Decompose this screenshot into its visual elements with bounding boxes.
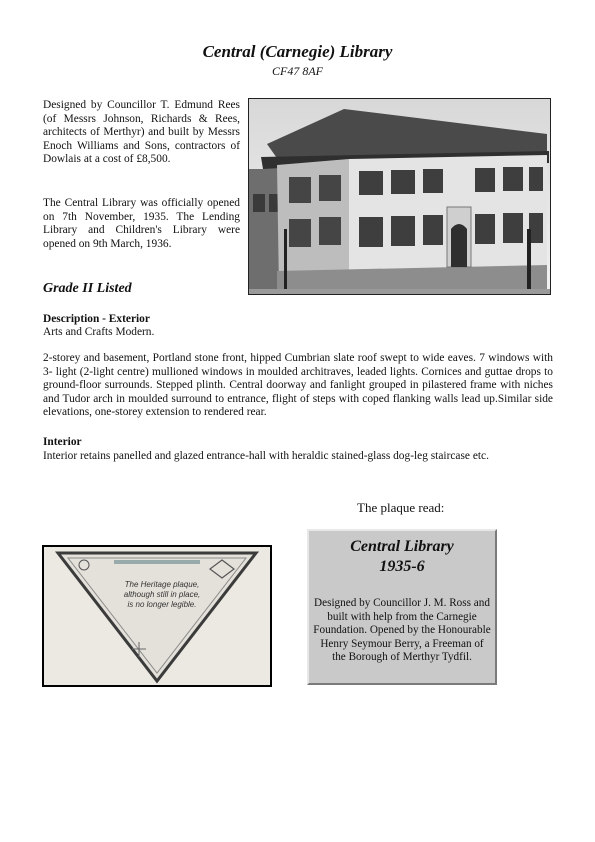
- plaque-transcription-box: [307, 529, 497, 685]
- plaque-text: Designed by Councillor J. M. Ross and built with help from the Carnegie Foundation. Opened by the Honourable Henry Seymour Berry, a Freeman of the Borough of Merthyr Tydfil.: [313, 597, 491, 664]
- architectural-style: Arts and Crafts Modern.: [43, 326, 155, 338]
- grade-heading: Grade II Listed: [43, 281, 132, 296]
- interior-heading: Interior: [43, 436, 82, 448]
- plaque-note-line-1: The Heritage plaque,: [124, 580, 200, 589]
- plaque-caption: The plaque read:: [357, 500, 445, 515]
- plaque-title-name: Central Library: [350, 538, 454, 555]
- page-title: Central (Carnegie) Library: [202, 42, 393, 61]
- exterior-description: 2-storey and basement, Portland stone front, hipped Cumbrian slate roof swept to wide eaves. 7 windows with 3- light (2-light centre) mullioned windows in moulded architraves, leaded lights. Cornices and guttae drops to ground-floor surrounds. Stepped plinth. Central doorway and fanlight grouped in pilastered frame with niches and Tudor arch in moulded surround to entrance, flight of steps with coped flanking walls lead up.Similar side elevations, one-storey extension to rendered rear.: [43, 352, 553, 419]
- plaque-title: [309, 537, 495, 577]
- plaque-note-line-3: is no longer legible.: [127, 600, 197, 609]
- postcode: CF47 8AF: [272, 64, 323, 78]
- intro-paragraph-designer: Designed by Councillor T. Edmund Rees (of Messrs Johnson, Richards & Rees, architects of Merthyr) and built by Messrs Enoch Williams and Sons, contractors of Dowlais at a cost of £8,500.: [43, 99, 240, 166]
- library-building-photo: [248, 98, 551, 295]
- interior-description: Interior retains panelled and glazed entrance-hall with heraldic stained-glass dog-leg staircase etc.: [43, 450, 489, 462]
- intro-paragraph-opening: The Central Library was officially opened on 7th November, 1935. The Lending Library and Children's Library were opened on 9th March, 1936.: [43, 197, 240, 250]
- plaque-note-line-2: although still in place,: [123, 590, 201, 599]
- heritage-plaque-photo: [42, 545, 272, 687]
- triangular-plaque-illustration: [44, 547, 270, 685]
- description-heading: Description - Exterior: [43, 313, 150, 325]
- plaque-title-years: 1935-6: [379, 558, 425, 575]
- library-building-illustration: [249, 99, 551, 295]
